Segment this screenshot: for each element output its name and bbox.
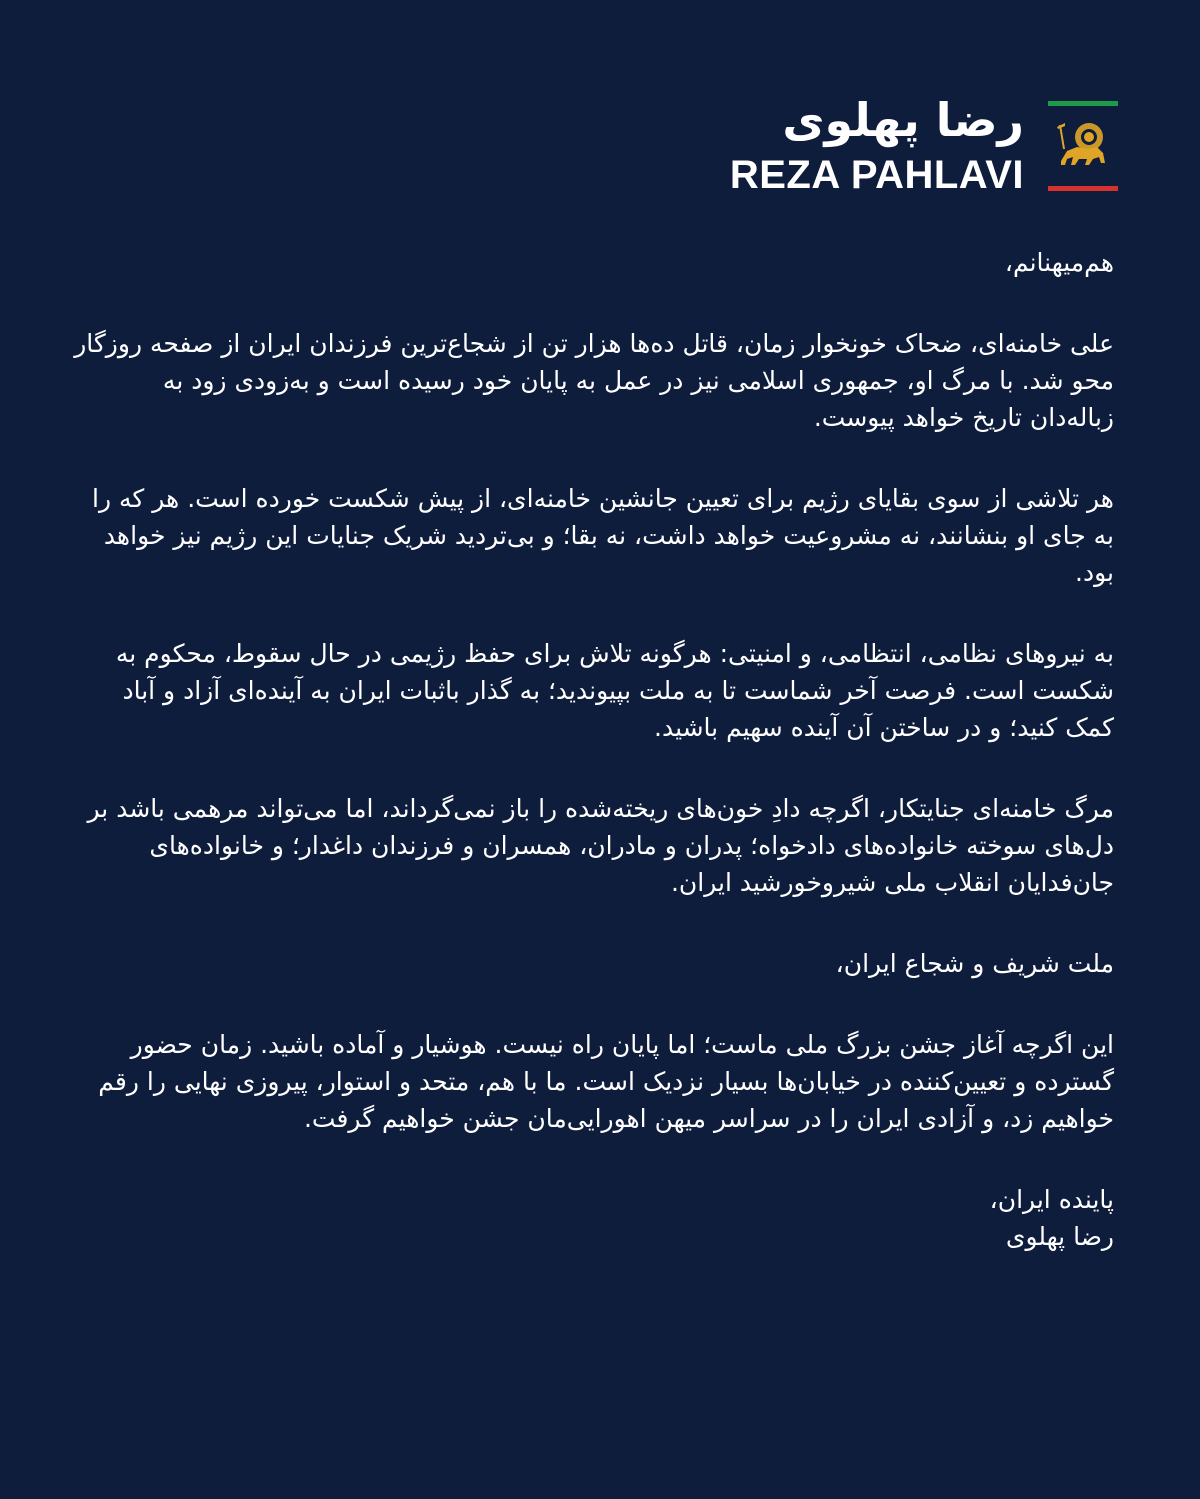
paragraph: به نیروهای نظامی، انتظامی، و امنیتی: هرگونه تلاش برای حفظ رژیمی در حال سقوط، محکوم به شکست است. فرصت آخر شماست تا به ملت بپیوندید؛ به گذار باثبات ایران به آینده‌ای آزاد و آباد کمک کنید؛ و در ساختن آن آینده سهیم باشید. [115,639,1114,742]
paragraph: هر تلاشی از سوی بقایای رژیم برای تعیین جانشین خامنه‌ای، از پیش شکست خورده است. هر که را به جای او بنشانند، نه مشروعیت خواهد داشت، نه بقا؛ و بی‌تردید شریک جنایات این رژیم نیز خواهد بود. [92,484,1114,587]
letterhead [730,80,1118,210]
paragraph: مرگ خامنه‌ای جنایتکار، اگرچه دادِ خون‌های ریخته‌شده را باز نمی‌گرداند، اما می‌تواند مرهمی باشد بر دل‌های سوخته خانواده‌های دادخواه؛ پدران و مادران، همسران و فرزندان داغدار؛ و خانواده‌های جان‌فدایان انقلاب ملی شیروخورشید ایران. [87,794,1114,897]
emblem [1048,89,1118,201]
brand-block [730,92,1024,198]
brand-title-persian: رضا پهلوی [782,93,1024,147]
brand-title-english: REZA PAHLAVI [729,153,1024,197]
paragraph: علی خامنه‌ای، ضحاک خونخوار زمان، قاتل ده‌ها هزار تن از شجاع‌ترین فرزندان ایران از صفحه روزگار محو شد. با مرگ او، جمهوری اسلامی نیز در عمل به پایان خود رسیده است و به‌زودی زود به زباله‌دان تاریخ خواهد پیوست. [74,329,1114,432]
closing: پاینده ایران، [989,1185,1114,1214]
salutation: هم‌میهنانم، [1004,248,1114,277]
paragraph: این اگرچه آغاز جشن بزرگ ملی ماست؛ اما پایان راه نیست. هوشیار و آماده باشید. زمان حضور گسترده و تعیین‌کننده در خیابان‌ها بسیار نزدیک است. ما با هم، متحد و استوار، پیروزی نهایی را رقم خواهیم زد، و آزادی ایران را در سراسر میهن اهورایی‌مان جشن خواهیم گرفت. [98,1030,1114,1133]
address-line: ملت شریف و شجاع ایران، [835,949,1114,978]
red-stripe [1048,186,1118,191]
letter-body [74,244,1114,1255]
lion-and-sun-icon [1053,117,1113,173]
signature: رضا پهلوی [1005,1222,1114,1251]
green-stripe [1048,101,1118,106]
